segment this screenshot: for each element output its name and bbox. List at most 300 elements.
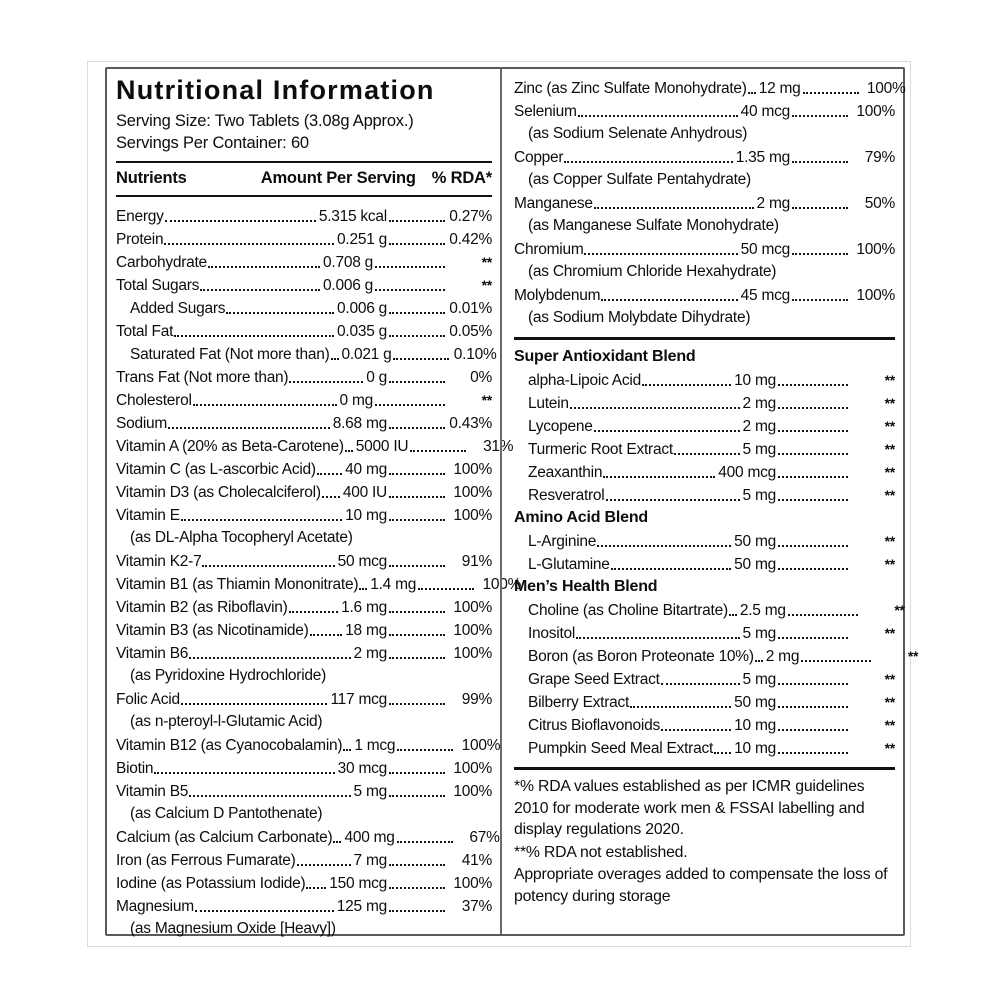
nutrient-name: Magnesium (116, 898, 194, 915)
leader-dots (389, 703, 445, 705)
nutrient-row (514, 645, 919, 668)
nutrient-amount: 45 mcg (740, 287, 790, 304)
leader-dots (792, 161, 848, 163)
nutrient-rda: 100% (866, 80, 906, 97)
right-column (500, 69, 919, 934)
nutrient-name: Carbohydrate (116, 254, 207, 271)
nutrient-amount: 400 mcg (718, 464, 776, 481)
nutrient-name: Choline (as Choline Bitartrate) (528, 602, 728, 619)
nutrient-continuation: (as DL-Alpha Tocopheryl Acetate) (130, 529, 353, 546)
nutrient-name: Manganese (514, 195, 593, 212)
nutrient-name: Vitamin B5 (116, 783, 189, 800)
leader-dots (778, 729, 848, 731)
nutrient-rda: 41% (461, 852, 492, 869)
nutrient-name: Vitamin K2-7 (116, 553, 202, 570)
leader-dots (788, 614, 858, 616)
blend-header: Amino Acid Blend (514, 509, 648, 526)
nutrient-rda: ** (481, 254, 492, 270)
leader-dots (331, 358, 339, 360)
nutrient-amount: 0 mg (339, 392, 373, 409)
nutrient-rda: ** (884, 487, 895, 503)
leader-dots (778, 637, 848, 639)
nutrient-row (116, 688, 492, 711)
leader-dots (174, 335, 334, 337)
nutrient-rda: ** (884, 694, 895, 710)
nutrient-name: Total Sugars (116, 277, 200, 294)
leader-dots (778, 706, 848, 708)
leader-dots (389, 220, 445, 222)
leader-dots (375, 289, 445, 291)
leader-dots (778, 752, 848, 754)
nutrient-row (116, 412, 492, 435)
leader-dots (359, 588, 367, 590)
nutrient-amount: 1.6 mg (341, 599, 387, 616)
nutrient-name: Cholesterol (116, 392, 192, 409)
leader-dots (389, 910, 445, 912)
nutrient-row (116, 435, 514, 458)
leader-dots (310, 634, 343, 636)
nutrient-rda: 100% (453, 599, 492, 616)
leader-dots (317, 473, 342, 475)
nutrient-row (514, 668, 895, 691)
leader-dots (297, 864, 351, 866)
nutrient-rda: 91% (461, 553, 492, 570)
nutrient-rda: ** (884, 441, 895, 457)
leader-dots (195, 910, 334, 912)
nutrient-amount: 18 mg (345, 622, 387, 639)
nutrient-name: Biotin (116, 760, 154, 777)
nutrient-name: Copper (514, 149, 564, 166)
leader-dots (578, 115, 738, 117)
nutrient-row (116, 228, 492, 251)
footnote-overages: Appropriate overages added to compensate the loss of potency during storage (514, 866, 888, 905)
nutrient-rda: 79% (864, 149, 895, 166)
leader-dots (729, 614, 737, 616)
leader-dots (778, 453, 848, 455)
blend-header: Super Antioxidant Blend (514, 348, 696, 365)
nutrient-row (514, 77, 906, 100)
leader-dots (165, 220, 316, 222)
nutrient-row (514, 369, 895, 392)
nutrient-row (116, 757, 492, 780)
nutrient-amount: 10 mg (345, 507, 387, 524)
nutrient-name: Vitamin E (116, 507, 180, 524)
leader-dots (792, 115, 848, 117)
col-header-nutrients: Nutrients (116, 169, 187, 187)
nutrient-continuation: (as Sodium Selenate Anhydrous) (528, 125, 748, 142)
nutrient-name: Sodium (116, 415, 168, 432)
nutrient-row (514, 691, 895, 714)
nutrient-row (514, 238, 895, 261)
nutrient-amount: 5 mg (353, 783, 387, 800)
nutrient-rda: 100% (453, 484, 492, 501)
leader-dots (611, 568, 731, 570)
nutrient-row (514, 100, 895, 123)
nutrient-row (514, 484, 895, 507)
nutrient-rda: ** (481, 392, 492, 408)
nutrient-row (116, 642, 492, 665)
leader-dots (181, 519, 342, 521)
leader-dots (389, 427, 445, 429)
nutrient-name: Calcium (as Calcium Carbonate) (116, 829, 333, 846)
nutrient-row (116, 826, 500, 849)
nutrient-rda: ** (884, 556, 895, 572)
table-header (116, 169, 492, 188)
nutrient-row (514, 438, 895, 461)
leader-dots (389, 335, 445, 337)
nutrient-row (116, 297, 492, 320)
nutrient-rda: 0.43% (449, 415, 492, 432)
leader-dots (389, 381, 445, 383)
nutrient-rda: 100% (453, 760, 492, 777)
nutrient-name: Selenium (514, 103, 577, 120)
leader-dots (661, 729, 731, 731)
leader-dots (778, 683, 848, 685)
nutrient-row (514, 599, 905, 622)
nutrient-row (116, 205, 492, 228)
leader-dots (306, 887, 326, 889)
nutrient-name: Lycopene (528, 418, 593, 435)
nutrient-amount: 2.5 mg (739, 602, 786, 619)
leader-dots (778, 384, 848, 386)
nutrient-name: Boron (as Boron Proteonate 10%) (528, 648, 754, 665)
nutrient-amount: 0.708 g (323, 254, 373, 271)
nutrient-row (514, 192, 895, 215)
section-divider (514, 767, 895, 770)
nutrient-name: Chromium (514, 241, 584, 258)
nutrient-rda: 0.42% (449, 231, 492, 248)
nutrient-continuation: (as Pyridoxine Hydrochloride) (130, 667, 327, 684)
nutrient-rda: 100% (453, 507, 492, 524)
nutrient-row (116, 320, 492, 343)
nutrient-name: Bilberry Extract (528, 694, 630, 711)
nutrient-name: Iron (as Ferrous Fumarate) (116, 852, 296, 869)
leader-dots (389, 864, 445, 866)
leader-dots (389, 519, 445, 521)
nutrient-rda: 100% (461, 737, 501, 754)
nutrient-name: Vitamin B6 (116, 645, 189, 662)
nutrient-name: Total Fat (116, 323, 174, 340)
nutrient-rda: 100% (453, 645, 492, 662)
leader-dots (389, 634, 445, 636)
nutrient-name: Protein (116, 231, 164, 248)
leader-dots (755, 660, 763, 662)
nutrient-amount: 2 mg (742, 395, 776, 412)
leader-dots (576, 637, 739, 639)
leader-dots (792, 207, 848, 209)
nutrient-row (514, 530, 895, 553)
nutrient-row (514, 714, 895, 737)
nutrient-row (514, 622, 895, 645)
nutrient-row (116, 251, 492, 274)
leader-dots (792, 299, 848, 301)
leader-dots (389, 887, 445, 889)
right-nutrient-rows (514, 77, 919, 770)
nutrient-amount: 0.021 g (341, 346, 392, 363)
leader-dots (606, 499, 740, 501)
footnote-rda-not-established: **% RDA not established. (514, 843, 688, 861)
nutrient-name: Trans Fat (Not more than) (116, 369, 289, 386)
nutrient-rda: 0.27% (449, 208, 492, 225)
leader-dots (200, 289, 320, 291)
nutrient-name: Turmeric Root Extract (528, 441, 673, 458)
nutrient-amount: 150 mcg (329, 875, 387, 892)
nutrient-amount: 10 mg (734, 717, 776, 734)
nutrient-amount: 50 mg (734, 556, 776, 573)
nutrient-continuation: (as n-pteroyl-l-Glutamic Acid) (130, 713, 323, 730)
nutrient-name: Saturated Fat (Not more than) (130, 346, 330, 363)
leader-dots (389, 795, 445, 797)
nutrient-row (116, 872, 492, 895)
nutrient-row (514, 415, 895, 438)
leader-dots (601, 299, 737, 301)
leader-dots (748, 92, 756, 94)
leader-dots (397, 749, 453, 751)
nutrient-amount: 5 mg (742, 671, 776, 688)
nutrient-row (116, 366, 492, 389)
nutrient-amount: 0.035 g (337, 323, 387, 340)
nutrient-rda: ** (884, 395, 895, 411)
footnote-rda-established: *% RDA values established as per ICMR guidelines 2010 for moderate work men & FSSAI labelling and display regulations 2020. (514, 778, 865, 838)
servings-per-container: Servings Per Container: 60 (116, 134, 309, 152)
nutrient-amount: 1.35 mg (735, 149, 790, 166)
nutrient-rda: ** (907, 648, 919, 664)
nutrient-row (116, 734, 501, 757)
nutrient-name: Resveratrol (528, 487, 605, 504)
nutrient-rda: 100% (856, 241, 895, 258)
label-title: Nutritional Information (116, 75, 435, 105)
leader-dots (584, 253, 737, 255)
nutrition-label (105, 67, 919, 937)
nutrient-amount: 5 mg (742, 441, 776, 458)
nutrient-name: Pumpkin Seed Meal Extract (528, 740, 714, 757)
nutrient-row (116, 596, 492, 619)
nutrient-name: Molybdenum (514, 287, 601, 304)
nutrient-name: Inositol (528, 625, 576, 642)
leader-dots (393, 358, 449, 360)
nutrient-amount: 125 mg (336, 898, 387, 915)
header-divider-bottom (116, 195, 492, 197)
nutrient-continuation: (as Manganese Sulfate Monohydrate) (528, 217, 779, 234)
leader-dots (193, 404, 337, 406)
nutrient-row (116, 389, 492, 412)
nutrient-rda: ** (884, 372, 895, 388)
leader-dots (642, 384, 731, 386)
leader-dots (801, 660, 871, 662)
nutrient-rda: 0.10% (453, 346, 497, 363)
left-column (107, 69, 522, 937)
section-divider (514, 337, 895, 340)
nutrient-name: Citrus Bioflavonoids (528, 717, 660, 734)
leader-dots (778, 568, 848, 570)
nutrient-name: Folic Acid (116, 691, 180, 708)
leader-dots (322, 496, 340, 498)
nutrient-amount: 0.006 g (337, 300, 387, 317)
nutrient-rda: ** (884, 418, 895, 434)
leader-dots (418, 588, 474, 590)
nutrient-rda: ** (884, 625, 895, 641)
leader-dots (792, 253, 848, 255)
nutrient-continuation: (as Copper Sulfate Pentahydrate) (528, 171, 751, 188)
nutrient-row (514, 284, 895, 307)
nutrient-continuation: (as Sodium Molybdate Dihydrate) (528, 309, 751, 326)
nutrient-amount: 8.68 mg (332, 415, 387, 432)
leader-dots (389, 657, 445, 659)
nutrient-name: Vitamin D3 (as Cholecalciferol) (116, 484, 321, 501)
nutrient-row (116, 458, 492, 481)
leader-dots (778, 499, 848, 501)
leader-dots (375, 266, 445, 268)
nutrient-amount: 50 mg (734, 694, 776, 711)
nutrient-name: L-Arginine (528, 533, 597, 550)
nutrient-rda: ** (884, 533, 895, 549)
nutrient-rda: ** (884, 464, 895, 480)
nutrient-rda: 100% (453, 622, 492, 639)
leader-dots (289, 611, 339, 613)
leader-dots (333, 841, 341, 843)
footnotes (514, 776, 895, 907)
leader-dots (389, 496, 445, 498)
nutrient-amount: 5 mg (742, 487, 776, 504)
leader-dots (189, 657, 350, 659)
leader-dots (154, 772, 334, 774)
leader-dots (778, 430, 848, 432)
nutrient-row (116, 895, 492, 918)
nutrient-rda: ** (884, 671, 895, 687)
leader-dots (168, 427, 330, 429)
serving-size: Serving Size: Two Tablets (3.08g Approx.) (116, 112, 414, 130)
nutrient-name: Vitamin B3 (as Nicotinamide) (116, 622, 309, 639)
nutrient-row (116, 274, 492, 297)
nutrient-amount: 2 mg (742, 418, 776, 435)
leader-dots (164, 243, 334, 245)
nutrient-rda: 0% (470, 369, 492, 386)
leader-dots (289, 381, 363, 383)
nutrient-amount: 2 mg (756, 195, 790, 212)
nutrient-continuation: (as Chromium Chloride Hexahydrate) (528, 263, 777, 280)
leader-dots (343, 749, 351, 751)
leader-dots (226, 312, 334, 314)
nutrient-name: Zinc (as Zinc Sulfate Monohydrate) (514, 80, 747, 97)
leader-dots (603, 476, 715, 478)
nutrient-name: Vitamin B2 (as Riboflavin) (116, 599, 288, 616)
nutrient-amount: 400 mg (344, 829, 395, 846)
nutrient-amount: 30 mcg (337, 760, 387, 777)
leader-dots (778, 476, 848, 478)
nutrient-amount: 10 mg (734, 740, 776, 757)
nutrient-amount: 0 g (366, 369, 387, 386)
leader-dots (389, 312, 445, 314)
nutrient-rda: 0.01% (449, 300, 492, 317)
nutrient-amount: 10 mg (734, 372, 776, 389)
nutrient-row (116, 619, 492, 642)
nutrient-row (514, 553, 895, 576)
nutrient-amount: 0.251 g (337, 231, 387, 248)
leader-dots (674, 453, 740, 455)
leader-dots (714, 752, 731, 754)
nutrient-row (116, 780, 492, 803)
nutrient-row (116, 504, 492, 527)
nutrient-amount: 0.006 g (323, 277, 373, 294)
nutrient-row (116, 573, 522, 596)
nutrient-amount: 12 mg (758, 80, 801, 97)
nutrient-amount: 2 mg (765, 648, 800, 665)
nutrient-rda: 100% (453, 875, 492, 892)
nutrient-name: Vitamin A (20% as Beta-Carotene) (116, 438, 344, 455)
nutrient-row (116, 550, 492, 573)
nutrient-rda: 100% (453, 461, 492, 478)
nutrient-row (514, 146, 895, 169)
nutrient-name: Iodine (as Potassium Iodide) (116, 875, 306, 892)
leader-dots (778, 545, 848, 547)
nutrient-name: Vitamin B1 (as Thiamin Mononitrate) (116, 576, 359, 593)
nutrient-row (116, 481, 492, 504)
left-nutrient-rows (116, 205, 522, 941)
nutrient-rda: 100% (453, 783, 492, 800)
nutrient-amount: 40 mg (345, 461, 387, 478)
leader-dots (410, 450, 466, 452)
nutrient-name: Lutein (528, 395, 569, 412)
leader-dots (661, 683, 740, 685)
nutrient-amount: 5.315 kcal (318, 208, 387, 225)
nutrient-row (514, 737, 895, 760)
nutrient-row (514, 461, 895, 484)
nutrient-row (116, 849, 492, 872)
nutrient-amount: 50 mg (734, 533, 776, 550)
col-header-rda: % RDA* (431, 169, 492, 187)
nutrient-name: Added Sugars (130, 300, 226, 317)
blend-header: Men’s Health Blend (514, 578, 658, 595)
leader-dots (189, 795, 350, 797)
nutrient-amount: 50 mcg (337, 553, 387, 570)
nutrient-amount: 5000 IU (355, 438, 409, 455)
nutrient-amount: 1.4 mg (370, 576, 417, 593)
leader-dots (597, 545, 731, 547)
leader-dots (564, 161, 732, 163)
leader-dots (570, 407, 740, 409)
nutrient-rda: 100% (482, 576, 522, 593)
nutrient-amount: 50 mcg (740, 241, 790, 258)
nutrient-name: Energy (116, 208, 164, 225)
leader-dots (375, 404, 445, 406)
leader-dots (594, 430, 740, 432)
leader-dots (345, 450, 353, 452)
nutrient-rda: 99% (461, 691, 492, 708)
nutrient-name: Grape Seed Extract (528, 671, 660, 688)
leader-dots (594, 207, 754, 209)
nutrient-rda: 0.05% (449, 323, 492, 340)
nutrient-rda: 100% (856, 103, 895, 120)
header-divider-top (116, 161, 492, 163)
nutrient-rda: ** (884, 717, 895, 733)
col-header-amount: Amount Per Serving (260, 169, 416, 187)
leader-dots (208, 266, 320, 268)
nutrient-name: alpha-Lipoic Acid (528, 372, 641, 389)
nutrient-rda: 67% (469, 829, 500, 846)
nutrient-name: L-Glutamine (528, 556, 610, 573)
nutrient-amount: 117 mcg (330, 691, 387, 708)
nutrient-continuation: (as Calcium D Pantothenate) (130, 805, 323, 822)
nutrient-row (116, 343, 497, 366)
nutrient-rda: 37% (461, 898, 492, 915)
nutrient-rda: ** (884, 740, 895, 756)
nutrient-amount: 400 IU (342, 484, 387, 501)
nutrient-rda: 100% (856, 287, 895, 304)
nutrient-row (514, 392, 895, 415)
nutrient-rda: ** (481, 277, 492, 293)
nutrient-amount: 5 mg (742, 625, 776, 642)
leader-dots (389, 243, 445, 245)
